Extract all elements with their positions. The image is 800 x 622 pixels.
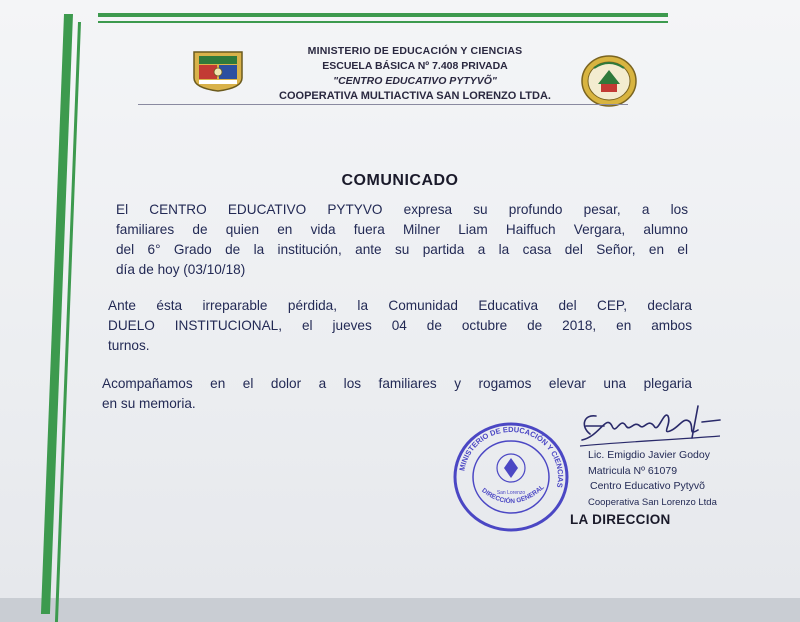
letterhead [250, 44, 580, 104]
paragraph-line: DUELO INSTITUCIONAL, el jueves 04 de octubre de 2018, en ambos [108, 318, 692, 333]
signatory-institution: Centro Educativo Pytyvõ [590, 480, 705, 492]
signatory-registration: Matricula Nº 61079 [588, 464, 678, 477]
paragraph-line: turnos. [108, 338, 150, 353]
school-shield-logo [190, 48, 246, 92]
paragraph-line: El CENTRO EDUCATIVO PYTYVO expresa su profundo pesar, a los [116, 202, 688, 217]
letterhead-cooperative: COOPERATIVA MULTIACTIVA SAN LORENZO LTDA. [279, 90, 551, 102]
paragraph-line: del 6° Grado de la institución, ante su partida a la casa del Señor, en el [116, 242, 688, 257]
letterhead-divider [138, 104, 628, 105]
letterhead-ministry: MINISTERIO DE EDUCACIÓN Y CIENCIAS [307, 45, 523, 57]
paragraph-line: en su memoria. [102, 396, 196, 411]
svg-text:DIRECCIÓN GENERAL: DIRECCIÓN GENERAL [480, 483, 546, 506]
document-title: COMUNICADO [341, 172, 459, 189]
green-border-top [98, 13, 668, 17]
paragraph-mourning-declaration [108, 296, 692, 356]
paragraph-line: Acompañamos en el dolor a los familiares y rogamos elevar una plegaria [102, 376, 692, 391]
paragraph-line: día de hoy (03/10/18) [116, 262, 246, 277]
cooperative-seal-logo [580, 54, 638, 108]
signatory-block [588, 448, 728, 510]
paragraph-announcement [116, 200, 688, 280]
direction-label: LA DIRECCION [570, 512, 671, 527]
svg-text:San Lorenzo: San Lorenzo [496, 490, 526, 496]
green-border-top-inner [98, 21, 668, 23]
letterhead-school: ESCUELA BÁSICA Nº 7.408 PRIVADA [322, 60, 508, 72]
signatory-cooperative: Cooperativa San Lorenzo Ltda [588, 496, 717, 508]
signatory-name: Lic. Emigdio Javier Godoy [588, 449, 710, 461]
paragraph-line: familiares de quien en vida fuera Milner Liam Haiffuch Vergara, alumno [116, 222, 688, 237]
svg-text:MINISTERIO DE EDUCACIÓN Y CIEN: MINISTERIO DE EDUCACIÓN Y CIENCIAS [457, 424, 566, 489]
letterhead-center: "CENTRO EDUCATIVO PYTYVÕ" [333, 75, 497, 87]
paragraph-line: Ante ésta irreparable pérdida, la Comunidad Educativa del CEP, declara [108, 298, 692, 313]
official-stamp [452, 422, 570, 532]
